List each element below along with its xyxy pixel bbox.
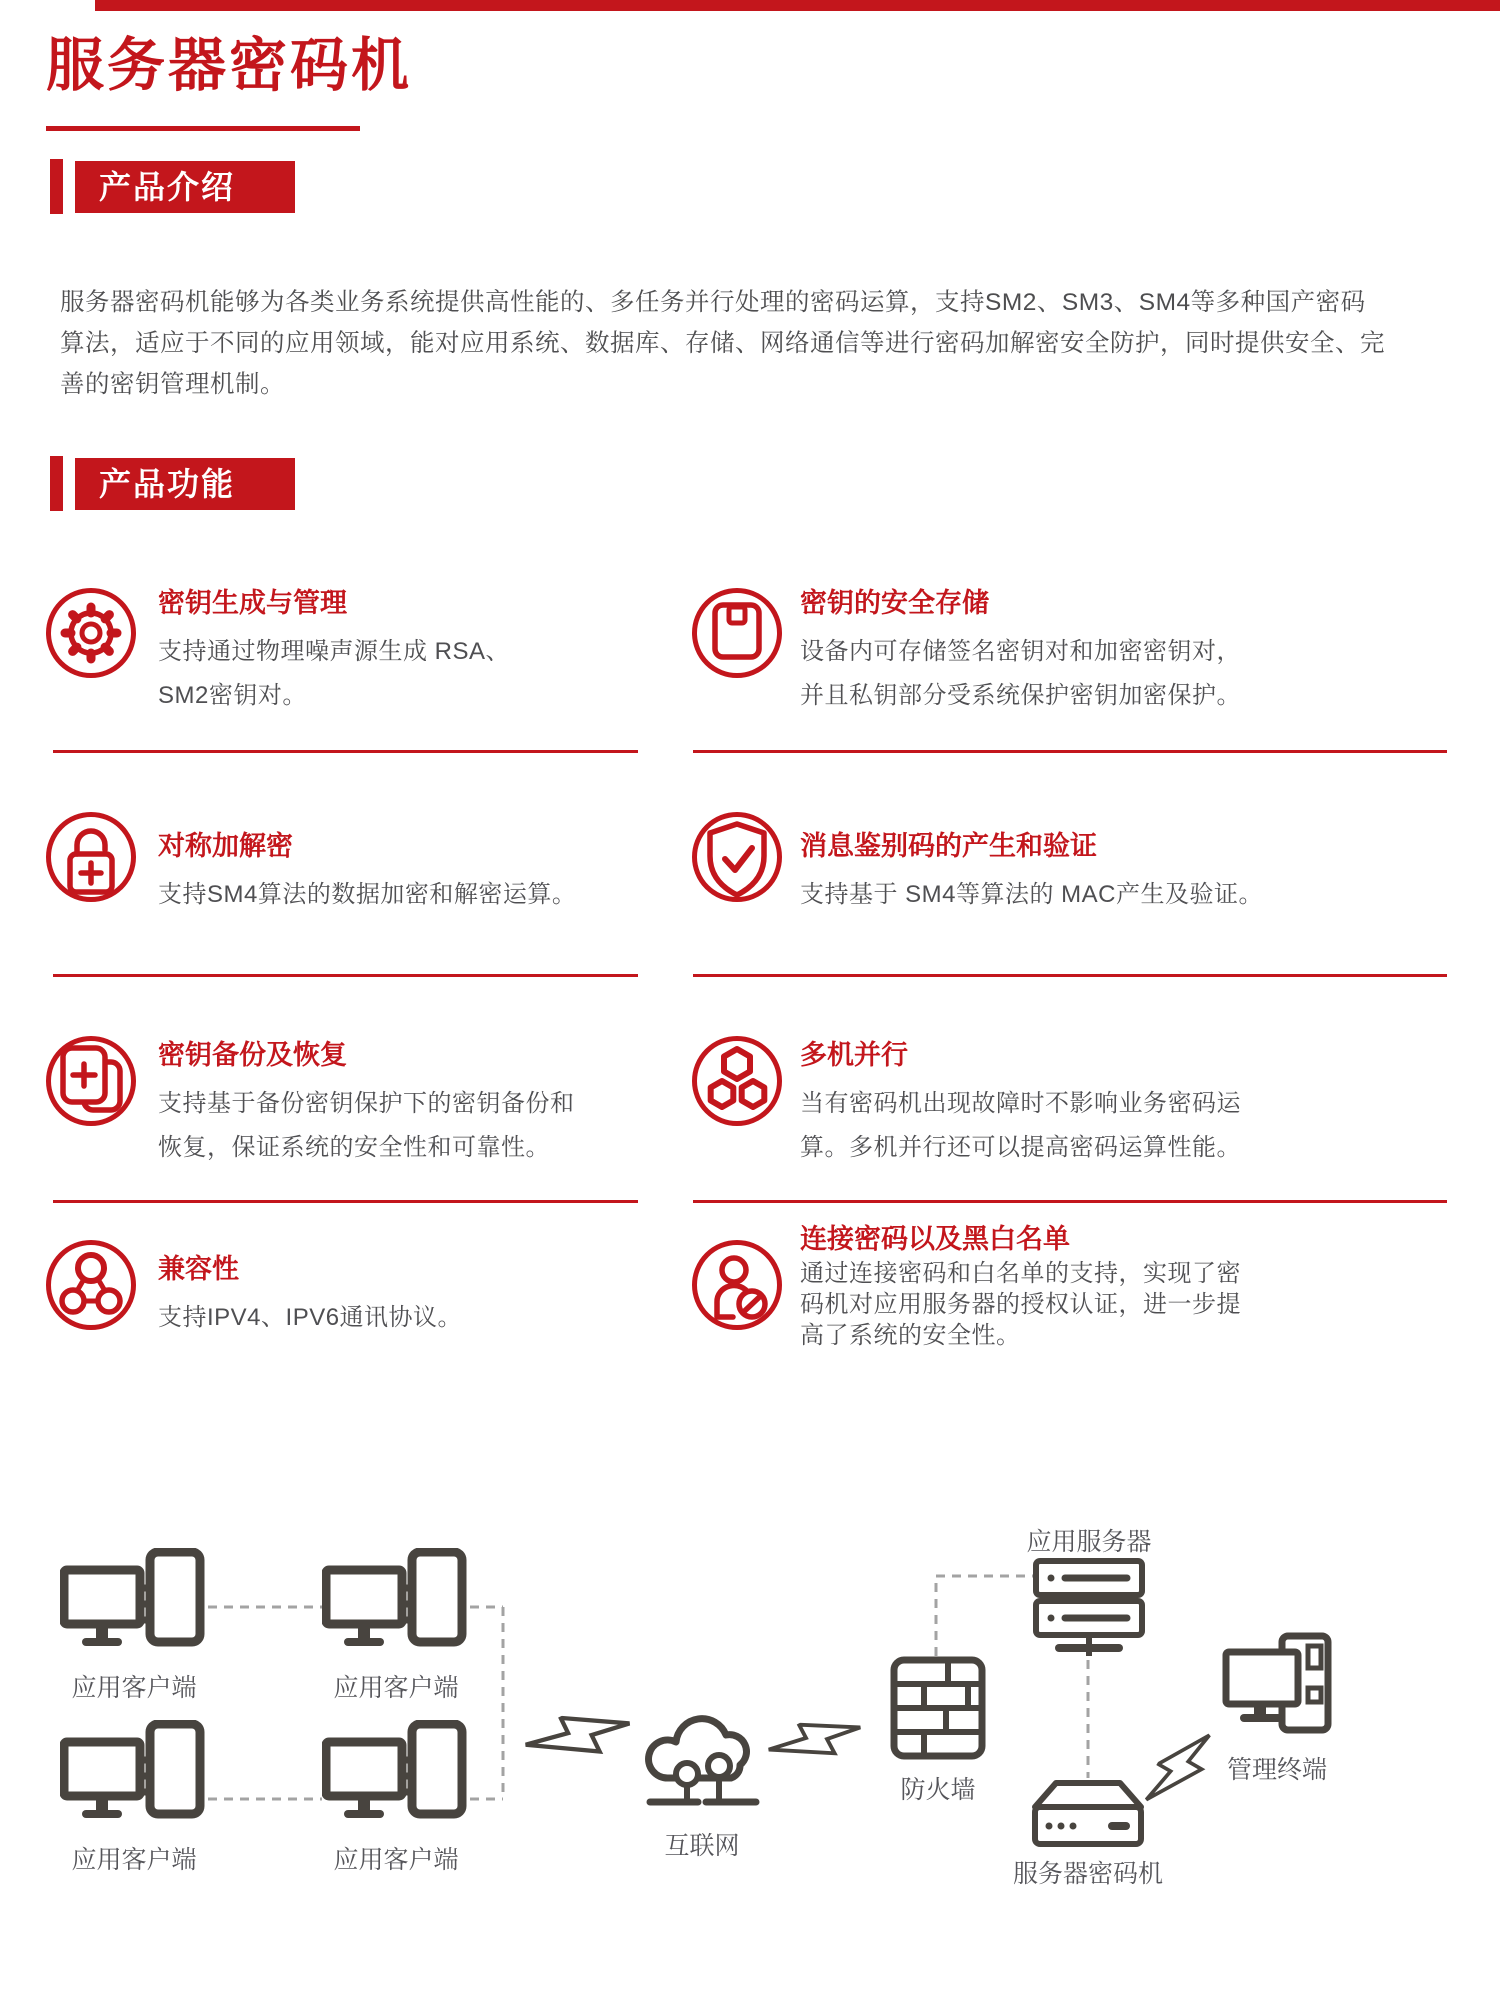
feature-line: 支持基于 SM4等算法的 MAC产生及验证。 xyxy=(800,881,1264,908)
page-title: 服务器密码机 xyxy=(46,33,413,98)
intro-line: 善的密钥管理机制。 xyxy=(60,371,285,398)
client-computer-icon xyxy=(322,1548,470,1652)
client-label: 应用客户端 xyxy=(71,1674,197,1702)
feature-line: 当有密码机出现故障时不影响业务密码运 xyxy=(800,1090,1241,1117)
feature-title: 多机并行 xyxy=(800,1040,908,1070)
app-server-icon xyxy=(1033,1558,1145,1658)
feature-line: SM2密钥对。 xyxy=(158,682,307,709)
client-computer-icon xyxy=(60,1720,208,1824)
feature-title: 连接密码以及黑白名单 xyxy=(800,1224,1070,1254)
internet-label: 互联网 xyxy=(664,1832,740,1860)
crypto-machine-label: 服务器密码机 xyxy=(1013,1860,1164,1888)
feature-title: 对称加解密 xyxy=(158,831,293,861)
crypto-machine-icon xyxy=(1032,1780,1144,1848)
feature-line: 设备内可存储签名密钥对和加密密钥对， xyxy=(800,638,1241,665)
intro-heading: 产品介绍 xyxy=(75,161,295,213)
terminal-icon xyxy=(1222,1632,1332,1744)
feature-title: 密钥生成与管理 xyxy=(158,588,347,618)
firewall-icon xyxy=(890,1656,986,1760)
feature-title: 密钥的安全存储 xyxy=(800,588,989,618)
feature-line: 支持SM4算法的数据加密和解密运算。 xyxy=(158,881,577,908)
firewall-label: 防火墙 xyxy=(900,1776,976,1804)
client-computer-icon xyxy=(60,1548,208,1652)
feature-line: 码机对应用服务器的授权认证，进一步提 xyxy=(800,1291,1241,1318)
internet-cloud-icon xyxy=(640,1694,764,1814)
client-computer-icon xyxy=(322,1720,470,1824)
intro-line: 服务器密码机能够为各类业务系统提供高性能的、多任务并行处理的密码运算，支持SM2、SM3、SM4等多种国产密码 xyxy=(60,289,1366,316)
feature-line: 恢复，保证系统的安全性和可靠性。 xyxy=(158,1134,550,1161)
client-label: 应用客户端 xyxy=(71,1846,197,1874)
terminal-label: 管理终端 xyxy=(1226,1756,1327,1784)
feature-title: 兼容性 xyxy=(158,1254,239,1284)
app-server-label: 应用服务器 xyxy=(1026,1528,1152,1556)
intro-line: 算法，适应于不同的应用领域，能对应用系统、数据库、存储、网络通信等进行密码加解密安全防护，同时提供安全、完 xyxy=(60,330,1385,357)
feature-line: 高了系统的安全性。 xyxy=(800,1322,1021,1349)
features-heading: 产品功能 xyxy=(75,458,295,510)
client-label: 应用客户端 xyxy=(333,1674,459,1702)
feature-line: 并且私钥部分受系统保护密钥加密保护。 xyxy=(800,682,1241,709)
feature-line: 支持基于备份密钥保护下的密钥备份和 xyxy=(158,1090,575,1117)
feature-title: 密钥备份及恢复 xyxy=(158,1040,347,1070)
feature-line: 支持IPV4、IPV6通讯协议。 xyxy=(158,1304,463,1331)
feature-line: 支持通过物理噪声源生成 RSA、 xyxy=(158,638,511,665)
feature-line: 算。多机并行还可以提高密码运算性能。 xyxy=(800,1134,1241,1161)
client-label: 应用客户端 xyxy=(333,1846,459,1874)
feature-title: 消息鉴别码的产生和验证 xyxy=(800,831,1097,861)
feature-line: 通过连接密码和白名单的支持，实现了密 xyxy=(800,1260,1241,1287)
